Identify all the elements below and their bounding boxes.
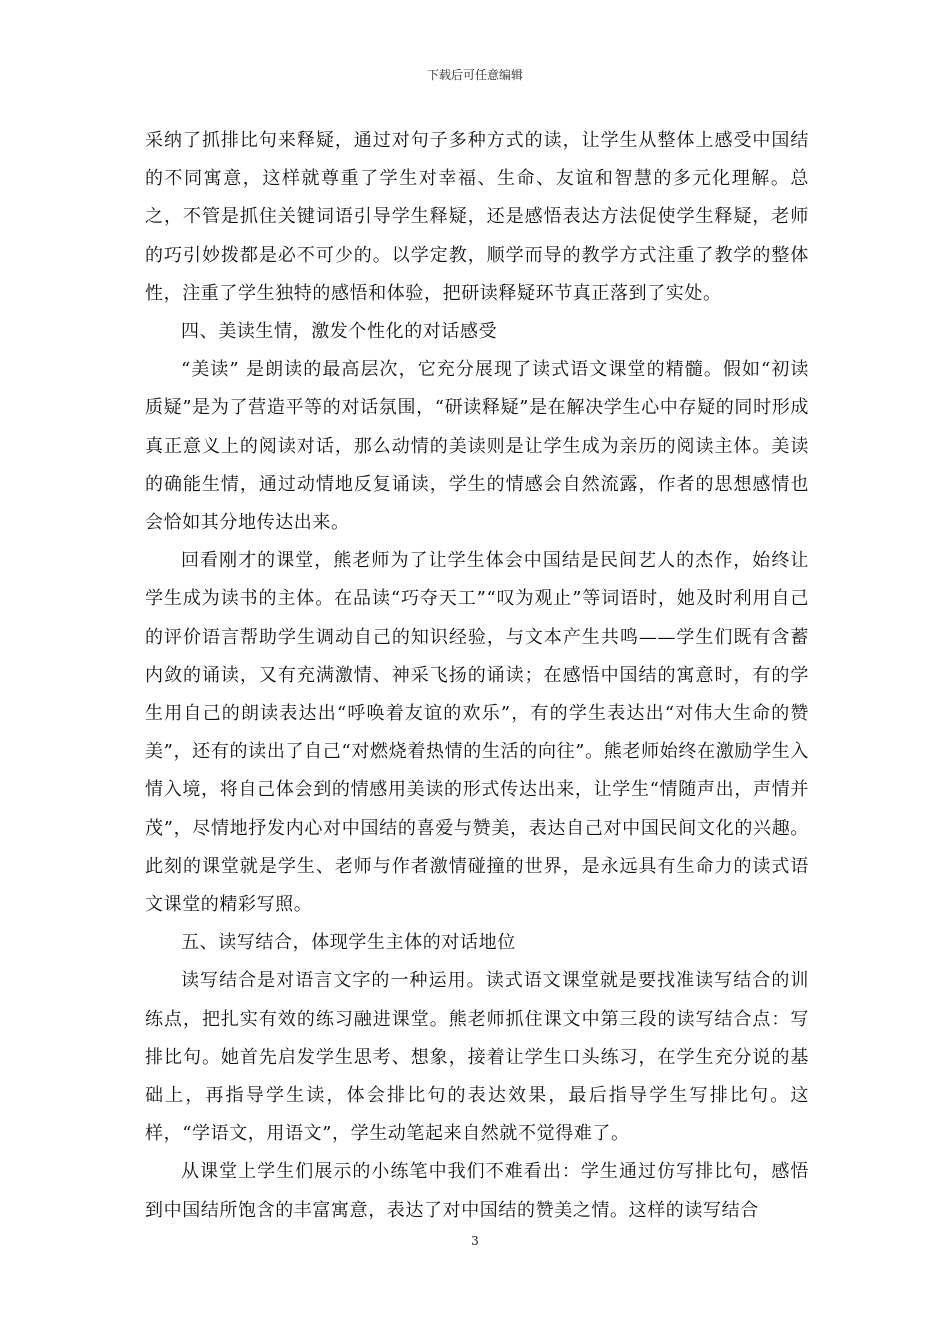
section-heading-5: 五、读写结合，体现学生主体的对话地位 bbox=[181, 932, 516, 954]
paragraph-classroom-review: 回看刚才的课堂，熊老师为了让学生体会中国结是民间艺人的杰作，始终让学生成为读书的主体。在品读“巧夺天工”“叹为观止”等词语时，她及时利用自己的评价语言帮助学生调动自己的知识经验，与文本产生共鸣——学生们既有含蓄内敛的诵读，又有充满激情、神采飞扬的诵读；在感悟中国结的寓意时，有的学生用自己的朗读表达出“呼唤着友谊的欢乐”，有的学生表达出“对伟大生命的赞美”，还有的读出了自己“对燃烧着热情的生活的向往”。熊老师始终在激励学生入情入境，将自己体会到的情感用美读的形式传达出来，让学生“情随声出，声情并茂”，尽情地抒发内心对中国结的喜爱与赞美，表达自己对中国民间文化的兴趣。此刻的课堂就是学生、老师与作者激情碰撞的世界，是永远具有生命力的读式语文课堂的精彩写照。 bbox=[145, 550, 809, 916]
section-heading-4: 四、美读生情，激发个性化的对话感受 bbox=[181, 321, 498, 343]
paragraph-reading-writing: 读写结合是对语言文字的一种运用。读式语文课堂就是要找准读写结合的训练点，把扎实有效的练习融进课堂。熊老师抓住课文中第三段的读写结合点：写排比句。她首先启发学生思考、想象，接着让学生口头练习，在学生充分说的基础上，再指导学生读，体会排比句的表达效果，最后指导学生写排比句。这样，“学语文，用语文”，学生动笔起来自然就不觉得难了。 bbox=[145, 970, 809, 1145]
document-body bbox=[145, 122, 809, 1230]
page-number: 3 bbox=[471, 1234, 479, 1248]
paragraph-beautiful-reading: “美读” 是朗读的最高层次，它充分展现了读式语文课堂的精髓。假如“初读质疑”是为了营造平等的对话氛围，“研读释疑”是在解决学生心中存疑的同时形成真正意义上的阅读对话，那么动情的美读则是让学生成为亲历的阅读主体。美读的确能生情，通过动情地反复诵读，学生的情感会自然流露，作者的思想感情也会恰如其分地传达出来。 bbox=[145, 359, 809, 534]
paragraph-continuation: 采纳了抓排比句来释疑，通过对句子多种方式的读，让学生从整体上感受中国结的不同寓意，这样就尊重了学生对幸福、生命、友谊和智慧的多元化理解。总之，不管是抓住关键词语引导学生释疑，还是感悟表达方法促使学生释疑，老师的巧引妙拨都是必不可少的。以学定教，顺学而导的教学方式注重了教学的整体性，注重了学生独特的感悟和体验，把研读释疑环节真正落到了实处。 bbox=[145, 130, 809, 304]
paragraph-student-exercises: 从课堂上学生们展示的小练笔中我们不难看出：学生通过仿写排比句，感悟到中国结所饱含的丰富寓意，表达了对中国结的赞美之情。这样的读写结合 bbox=[145, 1161, 809, 1221]
page-header: 下载后可任意编辑 bbox=[426, 68, 523, 82]
